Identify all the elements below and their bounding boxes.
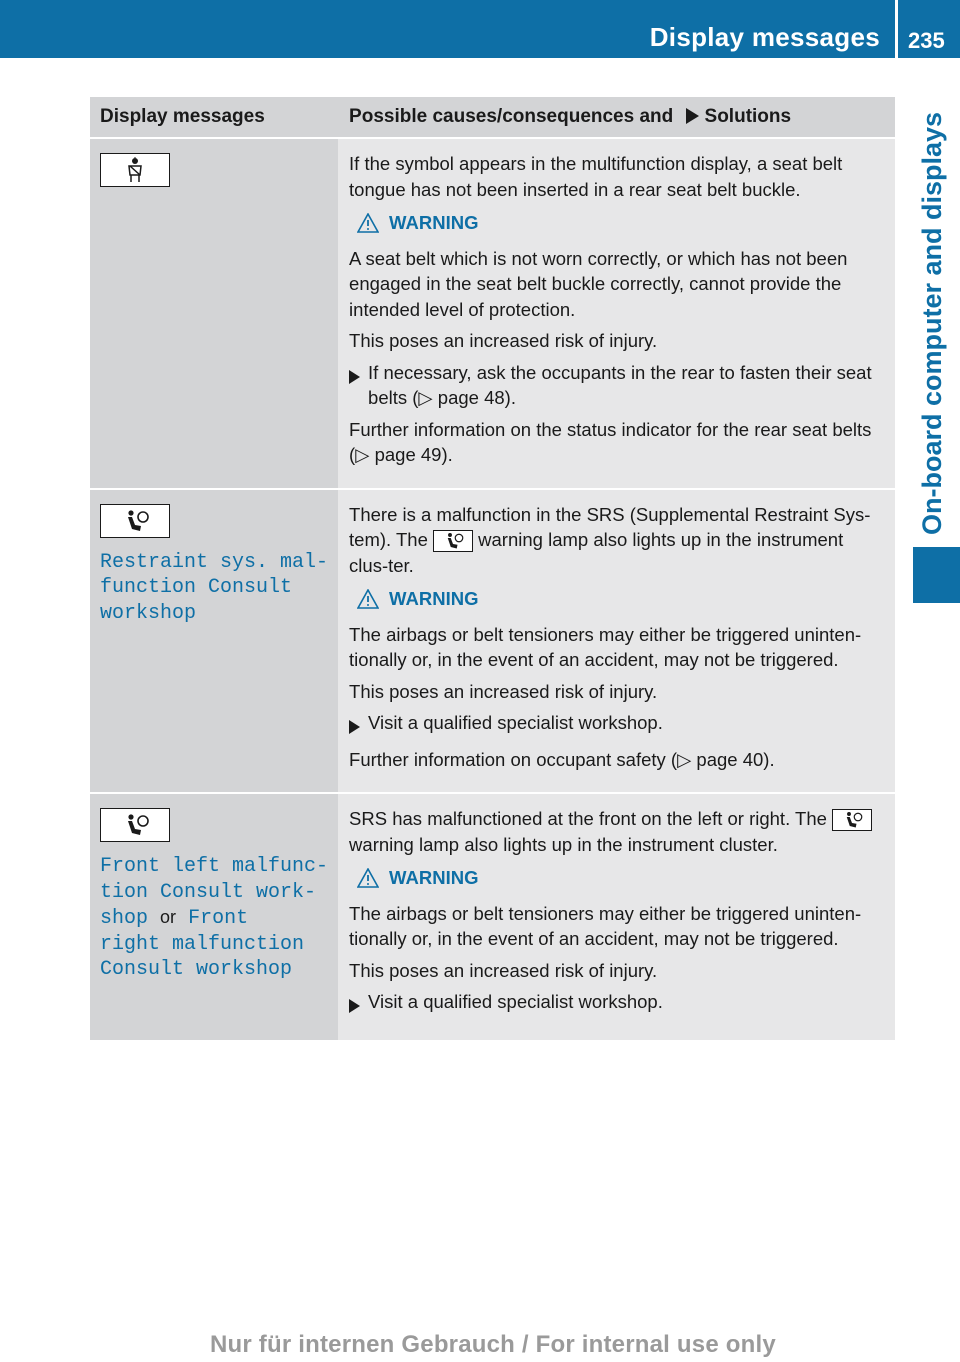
risk-text: This poses an increased risk of injury. <box>349 330 658 351</box>
risk-text: This poses an increased risk of injury. <box>349 959 658 981</box>
action-step: Visit a qualified specialist workshop. <box>349 989 887 1020</box>
airbag-occupant-icon <box>100 504 170 538</box>
warning-text: The airbags or belt tensioners may either be triggered uninten-tionally or, in the event of an accident, may not be triggered. <box>349 902 862 949</box>
cause-text: There is a malfunction in the SRS (Supplemental Restraint Sys-tem). The warning lamp also lights up in the instrument clus-ter. <box>349 503 871 576</box>
cause-text: If the symbol appears in the multifunction display, a seat belt tongue has not been inserted in a rear seat belt buckle. <box>349 153 843 200</box>
warning-text: The airbags or belt tensioners may either be triggered uninten-tionally or, in the event of an accident, may not be triggered. <box>349 623 862 670</box>
footer-watermark: Nur für internen Gebrauch / For internal use only <box>210 1331 776 1358</box>
table-header-row <box>90 97 895 138</box>
play-arrow-icon <box>349 720 360 734</box>
further-info-text: Further information on occupant safety (▷ page 40). <box>349 748 775 770</box>
play-arrow-icon <box>349 999 360 1013</box>
header-divider <box>895 0 898 58</box>
solution-cell <box>338 489 895 794</box>
display-message-text: Restraint sys. mal- function Consult workshop <box>100 550 329 625</box>
table-row <box>90 138 895 489</box>
page-header-title: Display messages <box>649 22 880 52</box>
airbag-occupant-icon <box>433 530 473 552</box>
display-message-text: Front left malfunc- tion Consult work- shop or Front right malfunction Consult workshop <box>100 855 329 981</box>
airbag-occupant-icon <box>100 808 170 842</box>
column-header-display-messages: Display messages <box>90 97 338 138</box>
seat-belt-icon <box>100 153 170 187</box>
side-tab-block <box>913 547 960 603</box>
warning-triangle-icon <box>357 589 379 609</box>
column-header-causes-solutions: Possible causes/consequences and Solutions <box>338 97 895 138</box>
play-arrow-icon <box>349 370 360 384</box>
table-row <box>90 489 895 794</box>
warning-heading: WARNING <box>357 210 887 236</box>
cause-text: SRS has malfunctioned at the front on the left or right. The warning lamp also lights up in the instrument cluster. <box>349 806 887 857</box>
message-cell <box>90 489 338 794</box>
page-number: 235 <box>908 28 945 53</box>
risk-text: This poses an increased risk of injury. <box>349 680 658 702</box>
action-step: Visit a qualified specialist workshop. <box>349 710 887 741</box>
warning-heading: WARNING <box>357 865 887 891</box>
action-step: If necessary, ask the occupants in the rear to fasten their seat belts (▷ page 48). <box>349 360 887 411</box>
solution-cell <box>338 138 895 489</box>
message-cell <box>90 793 338 1040</box>
section-tab-label: On-board computer and displays <box>917 111 947 535</box>
display-messages-table <box>90 97 895 1040</box>
warning-triangle-icon <box>357 868 379 888</box>
message-cell <box>90 138 338 489</box>
airbag-occupant-icon <box>832 809 872 831</box>
table-row <box>90 793 895 1040</box>
warning-triangle-icon <box>357 213 379 233</box>
further-info-text: Further information on the status indicator for the rear seat belts (▷ page 49). <box>349 418 872 465</box>
warning-heading: WARNING <box>357 586 887 612</box>
warning-text: A seat belt which is not worn correctly, or which has not been engaged in the seat belt buckle correctly, cannot provide the intended level of protection. <box>349 247 848 320</box>
play-arrow-icon <box>685 108 699 124</box>
solution-cell <box>338 793 895 1040</box>
